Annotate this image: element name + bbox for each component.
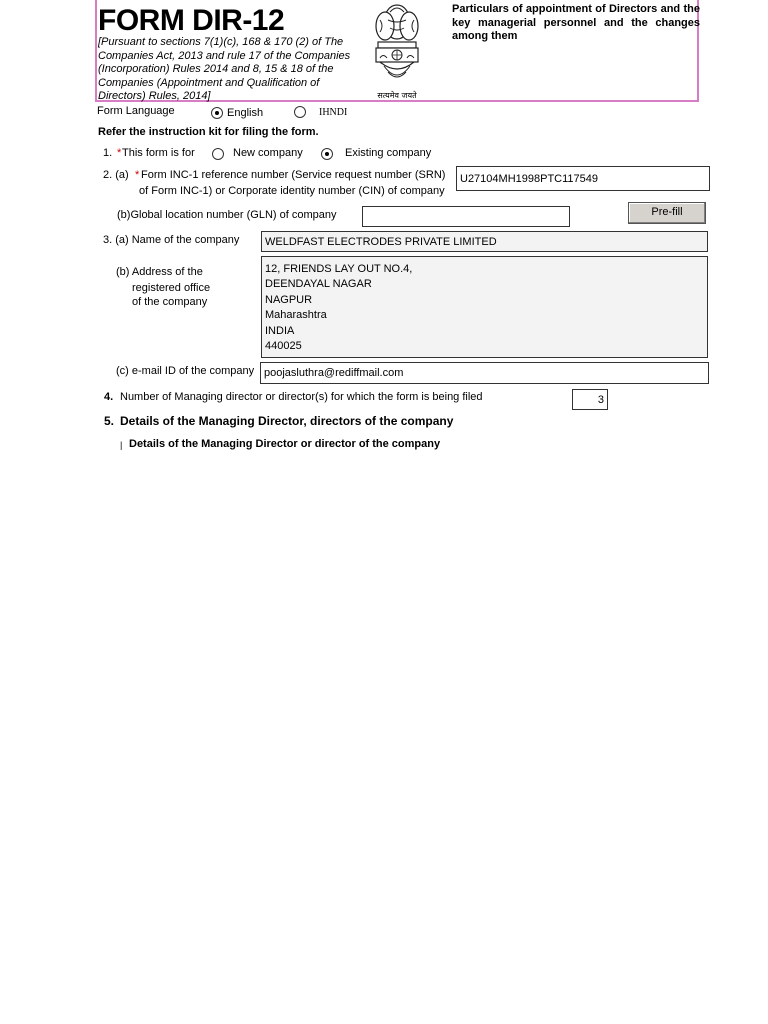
registered-office-address-field[interactable]: 12, FRIENDS LAY OUT NO.4, DEENDAYAL NAGAR NAGPUR Maharashtra INDIA 440025 — [261, 256, 708, 358]
company-email-field[interactable]: poojasluthra@rediffmail.com — [260, 362, 709, 384]
director-details-subheading: Details of the Managing Director or director of the company — [129, 438, 441, 450]
q3c-label: (c) e-mail ID of the company — [116, 365, 255, 377]
q3b-label-line2: registered office — [132, 282, 211, 294]
national-emblem-icon — [366, 0, 428, 104]
form-title: FORM DIR-12 — [98, 4, 285, 37]
language-hindi-radio[interactable] — [294, 106, 306, 118]
q5-heading: Details of the Managing Director, directors of the company — [120, 414, 454, 428]
required-marker: * — [117, 147, 122, 159]
q2b-label: (b)Global location number (GLN) of company — [117, 209, 337, 221]
q1-number: 1. — [103, 147, 113, 159]
director-count-field[interactable]: 3 — [572, 389, 608, 410]
existing-company-label: Existing company — [345, 147, 432, 159]
new-company-radio[interactable] — [212, 148, 224, 160]
form-language-label: Form Language — [97, 105, 175, 117]
form-description: Particulars of appointment of Directors and the key managerial personnel and the changes among them — [452, 3, 700, 42]
q1-label: This form is for — [122, 147, 195, 159]
q2a-number: 2. (a) — [103, 169, 129, 181]
q3b-label-line1: (b) Address of the — [116, 266, 203, 278]
company-name-field[interactable]: WELDFAST ELECTRODES PRIVATE LIMITED — [261, 231, 708, 252]
required-marker: * — [135, 169, 140, 181]
language-hindi-label: IHNDI — [319, 107, 348, 118]
q2a-label-line2: of Form INC-1) or Corporate identity number (CIN) of company — [139, 185, 445, 197]
form-legal-reference: [Pursuant to sections 7(1)(c), 168 & 170 (2) of The Companies Act, 2013 and rule 17 of the Companies (Incorporation) Rules 2014 and 8, 15 & 18 of the Companies (Appointment and Qualification of Directors) Rules, 2014] — [98, 36, 351, 102]
q3a-label: 3. (a) Name of the company — [103, 234, 240, 246]
cin-field[interactable]: U27104MH1998PTC117549 — [456, 166, 710, 191]
language-english-label: English — [227, 107, 264, 119]
emblem-motto: सत्यमेव जयते — [377, 91, 417, 100]
q5-number: 5. — [104, 414, 115, 428]
gln-field[interactable] — [362, 206, 570, 227]
section-marker: | — [120, 440, 123, 450]
new-company-label: New company — [233, 147, 303, 159]
q2a-label-line1: Form INC-1 reference number (Service request number (SRN) — [141, 169, 446, 181]
q4-number: 4. — [104, 391, 114, 403]
q4-label: Number of Managing director or director(s) for which the form is being filed — [120, 391, 483, 403]
q3b-label-line3: of the company — [132, 296, 208, 308]
language-english-radio[interactable] — [211, 107, 223, 119]
instruction-kit-note: Refer the instruction kit for filing the form. — [98, 126, 319, 138]
existing-company-radio[interactable] — [321, 148, 333, 160]
prefill-button[interactable]: Pre-fill — [628, 202, 706, 224]
